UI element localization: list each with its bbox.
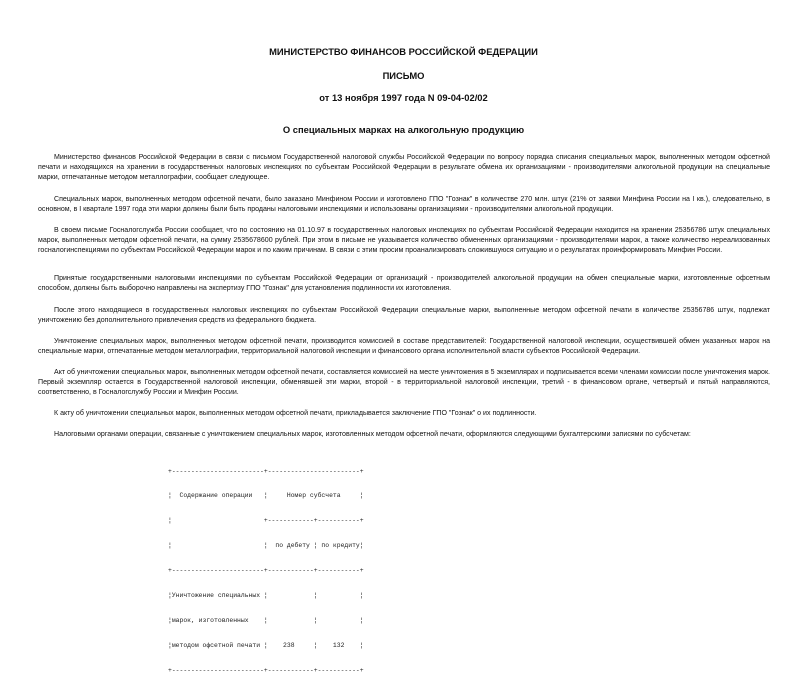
table-line: +------------------------+------------------------+ xyxy=(168,467,364,475)
table-header-line: ¦ ¦ по дебету ¦ по кредиту¦ xyxy=(168,542,364,550)
paragraph-8: К акту об уничтожении специальных марок, выполненных методом офсетной печати, прикладывается заключение ГПО "Гознак" о их подлинности. xyxy=(54,410,537,417)
ministry-heading: МИНИСТЕРСТВО ФИНАНСОВ РОССИЙСКОЙ ФЕДЕРАЦИИ xyxy=(269,46,538,57)
paragraph-4: Принятые государственными налоговыми инспекциями по субъектам Российской Федерации от организаций - производителей алкогольной продукции на обмен специальные марки, изготовленные офсетным способом, должны быть выборочно направлены на экспертизу ГПО "Гознак" для установления подлинности их изготовления. xyxy=(38,275,770,292)
paragraph-3: В своем письме Госналогслужба России сообщает, что по состоянию на 01.10.97 в государственных налоговых инспекциях по субъектам Российской Федерации находится на хранении 25356786 штук специальных марок, выполненных методом офсетной печати, на сумму 2535678600 рублей. При этом в письме не указывается количество обмененных организациями - производителями марок, а также количество нереализованных госналогинспекциями по субъектам Российской Федерации марок и по каким причинам. В связи с этим просим проанализировать сложившуюся ситуацию и о результатах проинформировать Минфин России. xyxy=(38,227,770,254)
table-row: ¦Уничтожение специальных ¦ ¦ ¦ xyxy=(168,592,364,600)
paragraph-9: Налоговыми органами операции, связанные с уничтожением специальных марок, изготовленных методом офсетной печати, оформляются следующими бухгалтерскими записями по субсчетам: xyxy=(54,431,691,438)
table-line: ¦ +------------+-----------+ xyxy=(168,517,364,525)
paragraph-7: Акт об уничтожении специальных марок, выполненных методом офсетной печати, составляется комиссией на месте уничтожения в 5 экземплярах и подписывается всеми членами комиссии после уничтожения марок. Первый экземпляр остается в Государственной налоговой инспекции, обменявшей эти марки, второй - в территориальной налоговой инспекции, третий - в финансовом органе, четвертый и пятый направляются, соответственно, в Госналогслужбу России и Минфин России. xyxy=(38,369,770,396)
table-header-line: ¦ Содержание операции ¦ Номер субсчета ¦ xyxy=(168,492,364,500)
document-type-heading: ПИСЬМО xyxy=(382,70,425,81)
paragraph-6: Уничтожение специальных марок, выполненных методом офсетной печати, производится комиссией в составе представителей: Государственной налоговой инспекции, осуществившей обмен указанных марок на специальные марки, отпечатанные методом металлографии, территориальной налоговой инспекции и финансового органа исполнительной власти субъектов Российской Федерации. xyxy=(38,338,770,355)
table-row: ¦марок, изготовленных ¦ ¦ ¦ xyxy=(168,616,364,624)
accounting-entries-table xyxy=(168,451,458,692)
document-date-number: от 13 ноября 1997 года N 09-04-02/02 xyxy=(319,92,488,103)
paragraph-2: Специальных марок, выполненных методом офсетной печати, было заказано Минфином России и изготовлено ГПО "Гознак" в количестве 270 млн. штук (21% от заявки Минфина России на I кв.), следовательно, в основном, в I квартале 1997 года эти марки должны были быть проданы налоговыми инспекциями и использованы организациями - производителями алкогольной продукции. xyxy=(38,196,770,213)
table-line: +------------------------+------------+-----------+ xyxy=(168,666,364,674)
paragraph-1: Министерство финансов Российской Федерации в связи с письмом Государственной налоговой службы Российской Федерации по вопросу порядка списания специальных марок, выполненных методом офсетной печати и находящихся на хранении в государственных налоговых инспекциях по субъектам Российской Федерации в результате обмена их организациями - производителями алкогольной продукции на специальные марки, отпечатанные методом металлографии, сообщает следующее. xyxy=(38,154,770,181)
paragraph-5: После этого находящиеся в государственных налоговых инспекциях по субъектам Российской Федерации специальные марки, выполненные методом офсетной печати в количестве 25356786 штук, подлежат уничтожению без дополнительного привлечения средств из федерального бюджета. xyxy=(38,307,770,324)
table-line: +------------------------+------------+-----------+ xyxy=(168,567,364,575)
table-row: ¦методом офсетной печати ¦ 238 ¦ 132 ¦ xyxy=(168,641,364,649)
document-subject-title: О специальных марках на алкогольную продукцию xyxy=(282,124,525,135)
